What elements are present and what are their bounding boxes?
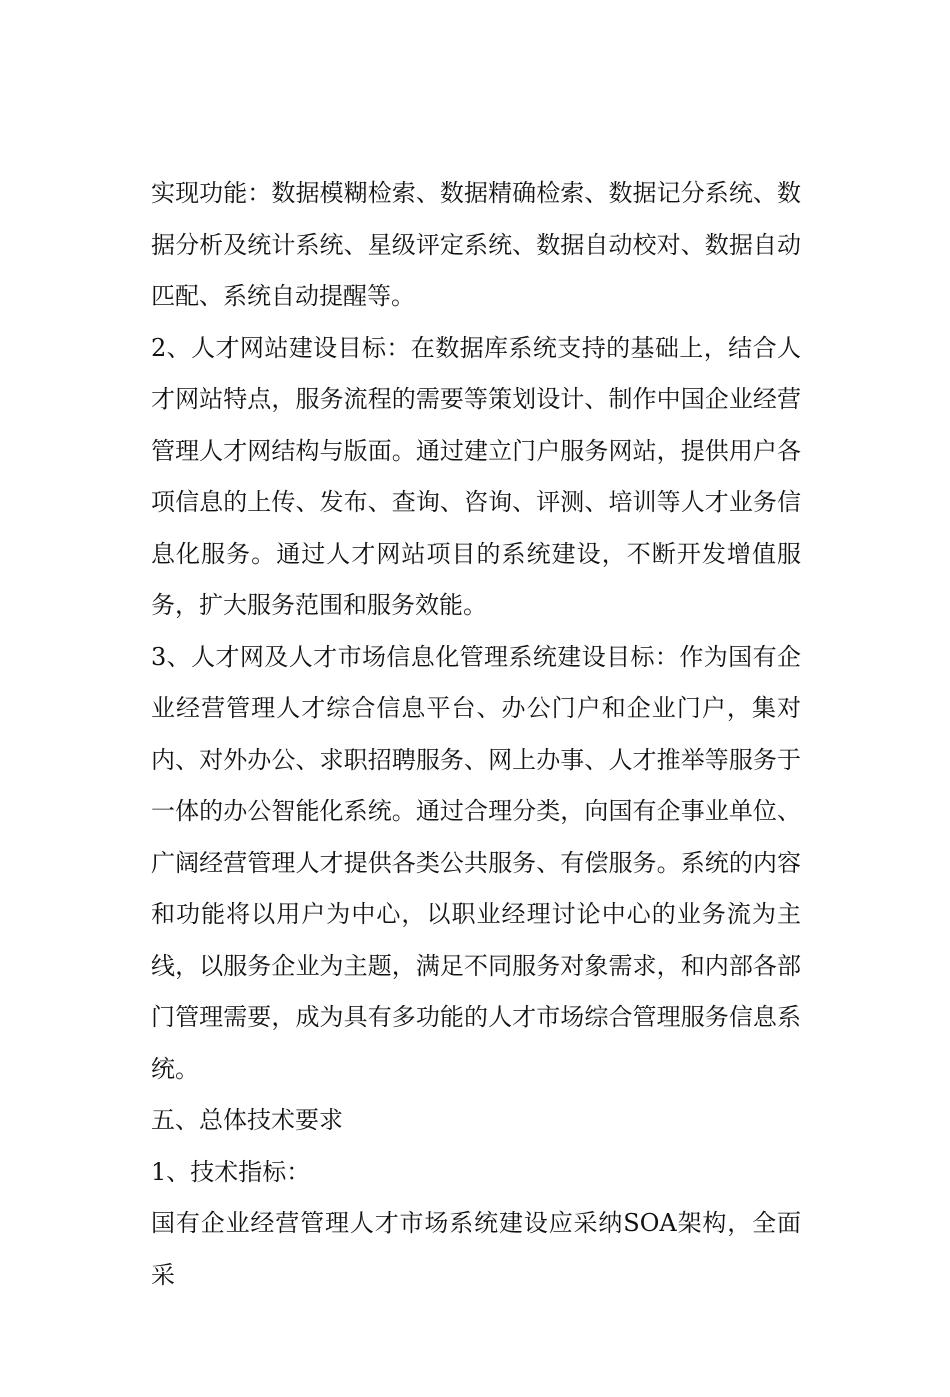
section-heading-technical-requirements: 五、总体技术要求 xyxy=(151,1106,343,1134)
paragraph-talent-website-goal: 2、人才网站建设目标：在数据库系统支持的基础上，结合人才网站特点，服务流程的需要等策划设计、制作中国企业经营管理人才网结构与版面。通过建立门户服务网站，提供用户各项信息的上传、发布、查询、咨询、评测、培训等人才业务信息化服务。通过人才网站项目的系统建设，不断开发增值服务，扩大服务范围和服务效能。 xyxy=(151,333,801,619)
paragraph-soa-architecture: 国有企业经营管理人才市场系统建设应采纳SOA架构，全面采 xyxy=(151,1209,801,1289)
document-body xyxy=(151,168,801,1301)
paragraph-implementation-features: 实现功能：数据模糊检索、数据精确检索、数据记分系统、数据分析及统计系统、星级评定系统、数据自动校对、数据自动匹配、系统自动提醒等。 xyxy=(151,179,801,310)
subheading-technical-indicators: 1、技术指标： xyxy=(151,1157,311,1186)
paragraph-info-system-goal: 3、人才网及人才市场信息化管理系统建设目标：作为国有企业经营管理人才综合信息平台、办公门户和企业门户，集对内、对外办公、求职招聘服务、网上办事、人才推举等服务于一体的办公智能化系统。通过合理分类，向国有企事业单位、广阔经营管理人才提供各类公共服务、有偿服务。系统的内容和功能将以用户为中心，以职业经理讨论中心的业务流为主线，以服务企业为主题，满足不同服务对象需求，和内部各部门管理需要，成为具有多功能的人才市场综合管理服务信息系统。 xyxy=(151,642,801,1083)
